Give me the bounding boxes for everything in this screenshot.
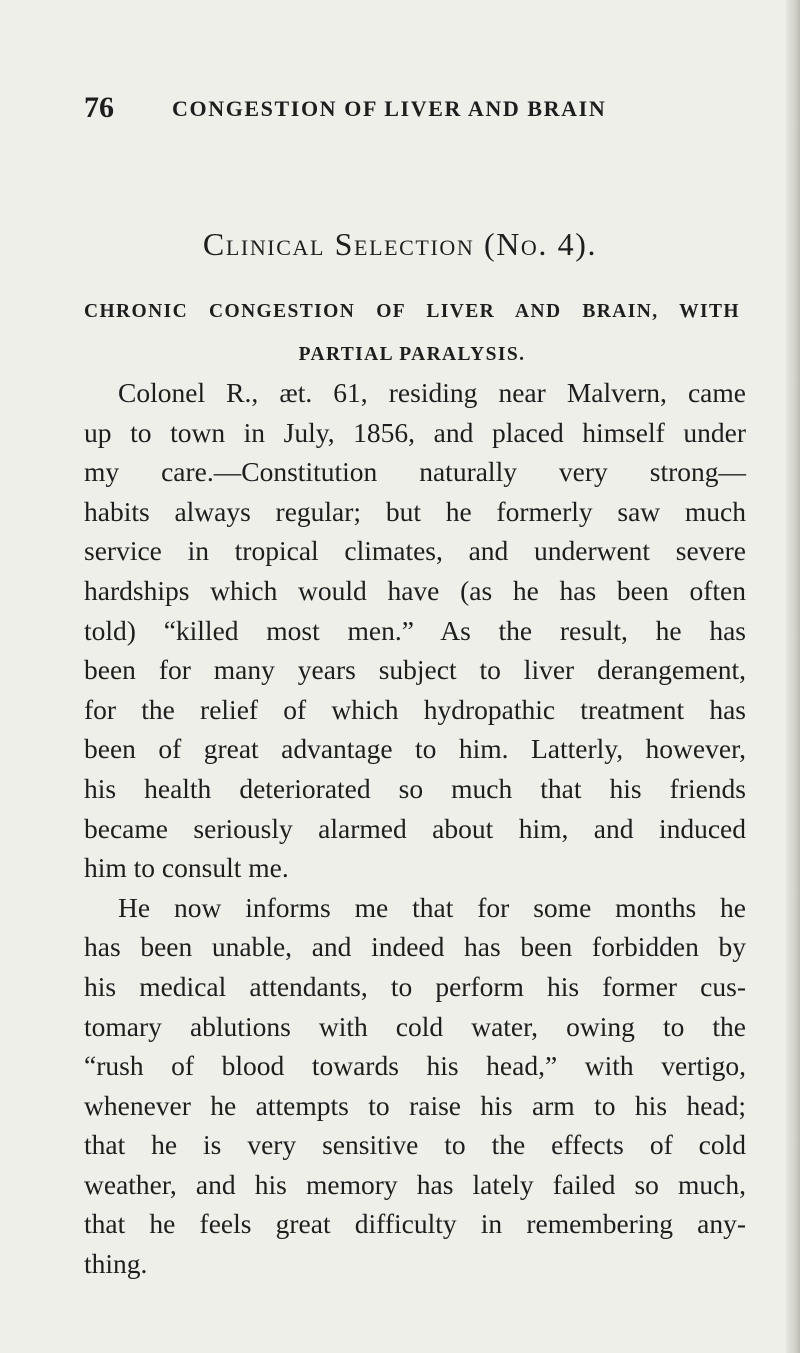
text-line: has been unable, and indeed has been forbidden by	[84, 931, 746, 963]
paragraph-2	[84, 888, 746, 1284]
text-line: him to consult me.	[84, 852, 289, 884]
text-line: that he is very sensitive to the effects of cold	[84, 1129, 746, 1161]
text-line: whenever he attempts to raise his arm to his head;	[84, 1089, 746, 1121]
text-line: his health deteriorated so much that his friends	[84, 772, 746, 804]
text-line: that he feels great difficulty in remembering any-	[84, 1208, 746, 1240]
text-line: weather, and his memory has lately failed so much,	[84, 1168, 746, 1200]
page-edge-shadow	[786, 0, 800, 1353]
text-line: hardships which would have (as he has been often	[84, 574, 746, 606]
subtitle-line: PARTIAL PARALYSIS.	[298, 344, 526, 365]
text-line: up to town in July, 1856, and placed himself under	[84, 416, 746, 448]
text-line: He now informs me that for some months he	[118, 891, 746, 923]
text-line: became seriously alarmed about him, and induced	[84, 812, 746, 844]
subtitle-line: CHRONIC CONGESTION OF LIVER AND BRAIN, WITH	[84, 301, 740, 322]
text-line: for the relief of which hydropathic treatment has	[84, 693, 746, 725]
body-text	[84, 373, 746, 1284]
text-line: my care.—Constitution naturally very strong—	[84, 456, 746, 488]
running-head	[84, 88, 684, 128]
running-title: CONGESTION OF LIVER AND BRAIN	[172, 96, 607, 121]
text-line: habits always regular; but he formerly saw much	[84, 495, 746, 527]
section-title: Clinical Selection (No. 4).	[202, 226, 598, 262]
text-line: service in tropical climates, and underwent severe	[84, 535, 746, 567]
subtitle	[84, 290, 740, 376]
paragraph-1	[84, 373, 746, 888]
text-line: Colonel R., æt. 61, residing near Malvern, came	[118, 377, 746, 408]
text-line: “rush of blood towards his head,” with vertigo,	[84, 1050, 746, 1082]
text-line: told) “killed most men.” As the result, he has	[84, 614, 746, 646]
text-line: been for many years subject to liver derangement,	[84, 654, 746, 686]
text-line: his medical attendants, to perform his former cus-	[84, 970, 746, 1002]
text-line: tomary ablutions with cold water, owing to the	[84, 1010, 746, 1042]
page-number: 76	[84, 91, 114, 124]
text-line: been of great advantage to him. Latterly, however,	[84, 733, 746, 765]
text-line: thing.	[84, 1248, 148, 1280]
